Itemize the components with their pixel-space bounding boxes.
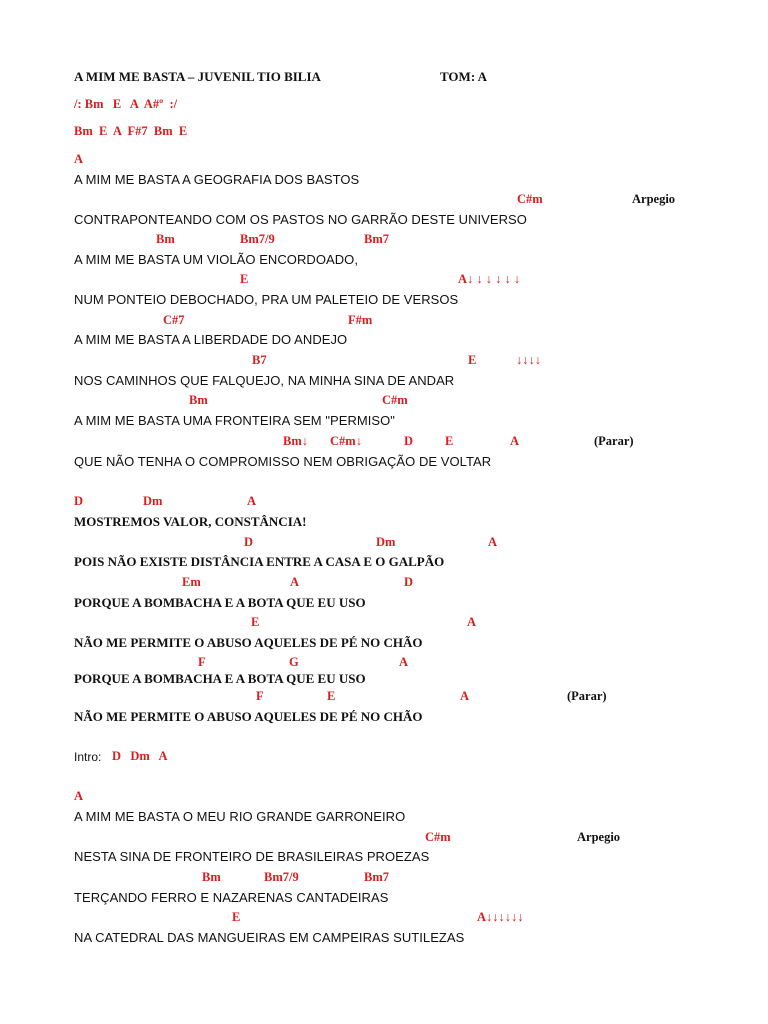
chord: E [468, 353, 477, 367]
chord: ↓↓↓↓ [516, 353, 541, 367]
chord: B7 [252, 353, 267, 367]
chord: A [74, 789, 84, 803]
lyric-line: A MIM ME BASTA O MEU RIO GRANDE GARRONEIRO [74, 809, 406, 824]
chord: A [467, 615, 477, 629]
chord: Bm7 [364, 232, 389, 246]
lyric-line: PORQUE A BOMBACHA E A BOTA QUE EU USO [74, 595, 366, 610]
lyric-line: NOS CAMINHOS QUE FALQUEJO, NA MINHA SINA DE ANDAR [74, 373, 455, 388]
chord: Bm7/9 [240, 232, 275, 246]
chord: A [399, 655, 409, 669]
chord: Bm [202, 870, 221, 884]
chord: Dm [143, 494, 163, 508]
intro-chords: D Dm A [112, 749, 168, 763]
chord: A [290, 575, 300, 589]
chord: C#m [425, 830, 451, 844]
lyric-line: A MIM ME BASTA A GEOGRAFIA DOS BASTOS [74, 172, 360, 187]
chord: E [232, 910, 241, 924]
chord: C#m [382, 393, 408, 407]
chord: F [198, 655, 206, 669]
intro-label: Intro: [74, 750, 102, 764]
chord: Bm7/9 [264, 870, 299, 884]
lyric-line: CONTRAPONTEANDO COM OS PASTOS NO GARRÃO DESTE UNIVERSO [74, 212, 527, 227]
intro-chord-line-1: /: Bm E A A#º :/ [74, 97, 178, 111]
lyric-line: TERÇANDO FERRO E NAZARENAS CANTADEIRAS [74, 890, 389, 905]
lyric-line: NÃO ME PERMITE O ABUSO AQUELES DE PÉ NO CHÃO [74, 709, 423, 724]
chord: C#m [517, 192, 543, 206]
chord: E [240, 272, 249, 286]
lyric-line: QUE NÃO TENHA O COMPROMISSO NEM OBRIGAÇÃO DE VOLTAR [74, 454, 492, 469]
chord: F#m [348, 313, 373, 327]
lyric-line: NESTA SINA DE FRONTEIRO DE BRASILEIRAS PROEZAS [74, 849, 430, 864]
chord: D [244, 535, 254, 549]
chord: A [460, 689, 470, 703]
chord: A↓↓↓↓↓↓ [477, 910, 524, 924]
chord: E [445, 434, 454, 448]
lyric-line: A MIM ME BASTA UM VIOLÃO ENCORDOADO, [74, 252, 358, 267]
chord: Bm [156, 232, 175, 246]
chord: D [74, 494, 84, 508]
chord: A↓ ↓ ↓ ↓ ↓ ↓ [458, 272, 521, 286]
chord: Dm [376, 535, 396, 549]
chord: G [289, 655, 299, 669]
chord: A [488, 535, 498, 549]
chord: Bm7 [364, 870, 389, 884]
performance-note: (Parar) [594, 434, 634, 448]
lyric-line: NÃO ME PERMITE O ABUSO AQUELES DE PÉ NO CHÃO [74, 635, 423, 650]
lyric-line: A MIM ME BASTA A LIBERDADE DO ANDEJO [74, 332, 348, 347]
performance-note: (Parar) [567, 689, 607, 703]
intro-chord-line-2: Bm E A F#7 Bm E [74, 124, 188, 138]
lyric-line: MOSTREMOS VALOR, CONSTÂNCIA! [74, 514, 307, 529]
song-key: TOM: A [440, 69, 488, 84]
performance-note: Arpegio [632, 192, 676, 206]
lyric-line: POIS NÃO EXISTE DISTÂNCIA ENTRE A CASA E O GALPÃO [74, 554, 445, 569]
chord: D [404, 575, 414, 589]
chord: Bm↓ [283, 434, 308, 448]
chord: D [404, 434, 414, 448]
chord: F [256, 689, 264, 703]
chord: A [247, 494, 257, 508]
chord: E [251, 615, 260, 629]
lyric-line: PORQUE A BOMBACHA E A BOTA QUE EU USO [74, 671, 366, 686]
chord: E [327, 689, 336, 703]
chord: C#7 [163, 313, 185, 327]
song-title: A MIM ME BASTA – JUVENIL TIO BILIA [74, 69, 321, 84]
chord: Bm [189, 393, 208, 407]
lyric-line: NA CATEDRAL DAS MANGUEIRAS EM CAMPEIRAS SUTILEZAS [74, 930, 465, 945]
chord: A [74, 152, 84, 166]
performance-note: Arpegio [577, 830, 621, 844]
lyric-line: A MIM ME BASTA UMA FRONTEIRA SEM "PERMISO" [74, 413, 395, 428]
lyric-line: NUM PONTEIO DEBOCHADO, PRA UM PALETEIO DE VERSOS [74, 292, 459, 307]
chord: C#m↓ [330, 434, 362, 448]
chord: Em [182, 575, 201, 589]
chord: A [510, 434, 520, 448]
